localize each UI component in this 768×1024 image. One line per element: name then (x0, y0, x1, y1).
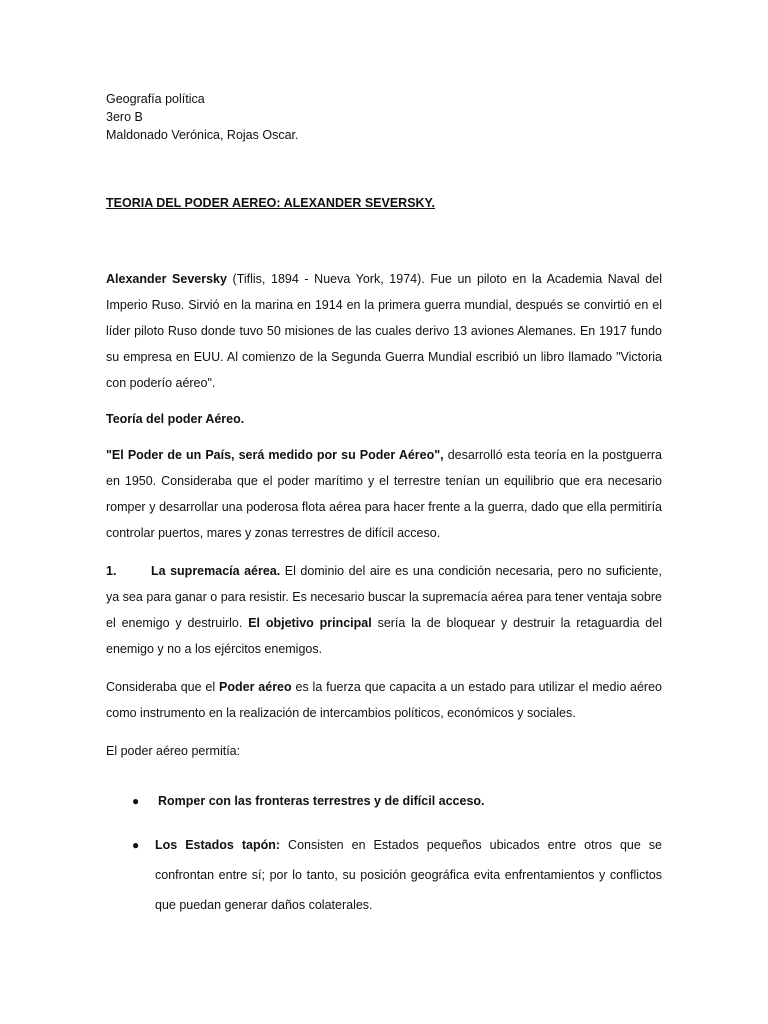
document-title: TEORIA DEL PODER AEREO: ALEXANDER SEVERSKY. (106, 196, 435, 210)
bullet-2-text: Consisten en Estados pequeños ubicados entre otros que se confrontan entre sí; por lo tanto, su posición geográfica evita enfrentamientos y conflictos que puedan generar daños colaterales. (155, 838, 663, 912)
consideraba-bold: Poder aéreo (219, 680, 292, 694)
point-1-number: 1. (106, 564, 117, 578)
intro-paragraph (106, 266, 662, 396)
section-subtitle: Teoría del poder Aéreo. (106, 412, 245, 426)
consideraba-paragraph (106, 674, 662, 726)
authors-line: Maldonado Verónica, Rojas Oscar. (106, 128, 299, 142)
quote-body: desarrolló esta teoría en la postguerra en 1950. Consideraba que el poder marítimo y el terrestre tenían un equilibrio que era necesario romper y desarrollar una poderosa flota aérea para hacer frente a la guerra, dado que ella permitiría controlar puertos, mares y zonas terrestres de difícil acceso. (106, 448, 662, 540)
quote-text: "El Poder de un País, será medido por su Poder Aéreo", (106, 448, 444, 462)
point-1-paragraph (106, 558, 662, 662)
intro-name: Alexander Seversky (106, 272, 227, 286)
course-line: 3ero B (106, 110, 143, 124)
bullet-list (106, 786, 662, 920)
subject-line: Geografía política (106, 92, 205, 106)
document-page (106, 90, 662, 920)
bullet-item (106, 786, 662, 816)
consideraba-text-a: Consideraba que el (106, 680, 220, 694)
bullet-icon: ● (132, 838, 140, 852)
bullet-icon: ● (132, 794, 140, 808)
bullet-1-text: Romper con las fronteras terrestres y de difícil acceso. (158, 794, 485, 808)
permitia-line: El poder aéreo permitía: (106, 744, 241, 758)
point-1-bold: El objetivo principal (248, 616, 372, 630)
point-1-heading: La supremacía aérea. (151, 564, 281, 578)
quote-paragraph (106, 442, 662, 546)
point-1-text-b: sería la de bloquear y destruir la retaguardia del enemigo y no a los ejércitos enemigos. (106, 616, 662, 656)
intro-text: (Tiflis, 1894 - Nueva York, 1974). Fue un piloto en la Academia Naval del Imperio Ruso. Sirvió en la marina en 1914 en la primera guerra mundial, después se convirtió en el líder piloto Ruso donde tuvo 50 misiones de las cuales derivo 13 aviones Alemanes. En 1917 fundo su empresa en EUU. Al comienzo de la Segunda Guerra Mundial escribió un libro llamado "Victoria con poderío aéreo". (106, 272, 662, 390)
bullet-item (106, 830, 662, 920)
point-1-text-a: El dominio del aire es una condición necesaria, pero no suficiente, ya sea para ganar o para resistir. Es necesario buscar la supremacía aérea para tener ventaja sobre el enemigo y destruirlo. (106, 564, 662, 630)
consideraba-text-b: es la fuerza que capacita a un estado para utilizar el medio aéreo como instrumento en la realización de intercambios políticos, económicos y sociales. (106, 680, 662, 720)
bullet-2-bold: Los Estados tapón: (155, 838, 281, 852)
